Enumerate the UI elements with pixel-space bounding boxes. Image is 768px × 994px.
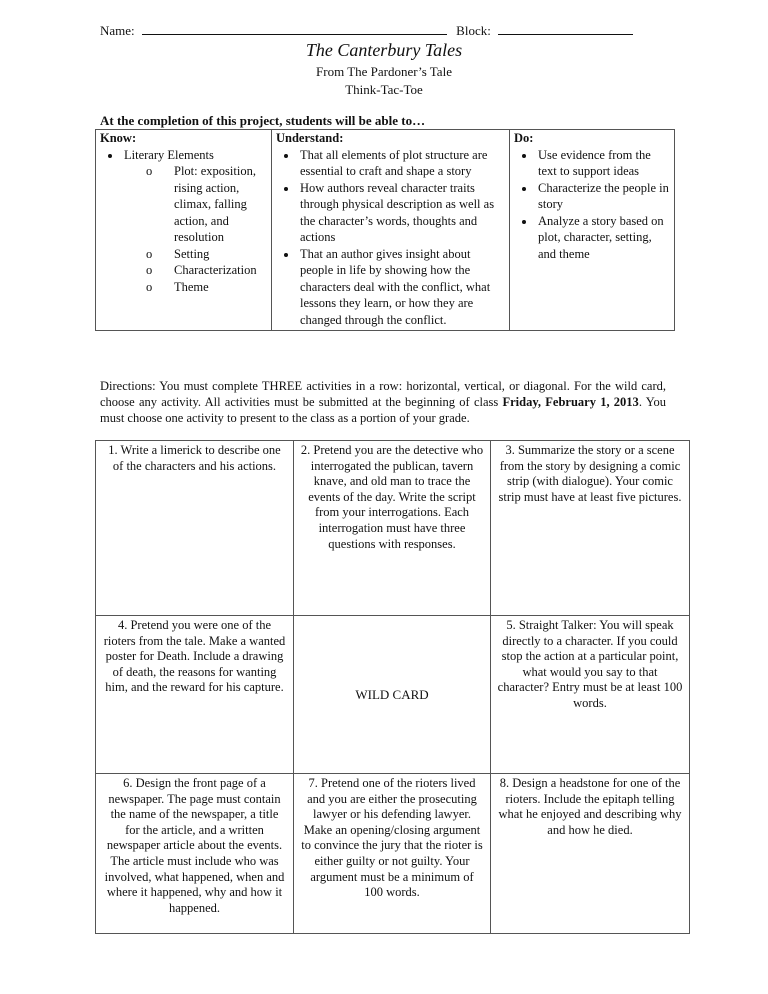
know-label: Know: [100, 131, 137, 145]
understand-label: Understand: [276, 131, 344, 145]
do-list [514, 147, 670, 263]
list-item: • That all elements of plot structure are essential to craft and shape a story [298, 147, 505, 180]
block-field[interactable] [498, 22, 633, 35]
activity-cell-8[interactable]: 8. Design a headstone for one of the rioters. Include the epitaph telling what he enjoyed and describing why and how he died. [491, 774, 690, 934]
know-column [96, 130, 272, 331]
list-item: o Plot: exposition, rising action, climax, falling action, and resolution [172, 163, 267, 246]
list-item: • Literary Elements o Plot: exposition, rising action, climax, falling action, and resolution o Setting o Characterization o Theme [122, 147, 267, 296]
do-label: Do: [514, 131, 534, 145]
list-item: • That an author gives insight about people in life by showing how the characters deal with the conflict, what lessons they learn, or how they are changed through the conflict. [298, 246, 505, 329]
do-column [510, 130, 675, 331]
wild-card-cell[interactable]: WILD CARD [294, 616, 491, 774]
directions-text-end: . You must choose one activity to present to the class as a portion of your grade. [100, 395, 666, 425]
understand-list [276, 147, 505, 329]
know-list [100, 147, 267, 296]
activity-cell-3[interactable]: 3. Summarize the story or a scene from the story by designing a comic strip (with dialogue). Your comic strip must have at least five pictures. [491, 441, 690, 616]
page-title: The Canterbury Tales [305, 40, 463, 60]
page-subtitle: From The Pardoner’s Tale [316, 64, 452, 79]
objectives-table [95, 129, 675, 331]
activity-cell-5[interactable]: 5. Straight Talker: You will speak directly to a character. If you could stop the action at a particular point, what would you say to that character? Entry must be at least 100 words. [491, 616, 690, 774]
name-block-line [100, 22, 660, 39]
list-item: o Setting [172, 246, 267, 263]
block-label: Block: [456, 23, 491, 38]
name-field[interactable] [142, 22, 447, 35]
objectives-heading: At the completion of this project, students will be able to… [100, 113, 426, 128]
directions-text: Directions: You must complete THREE activities in a row: horizontal, vertical, or diagonal. For the wild card, choose any activity. All activities must be submitted at the beginning of class [100, 379, 666, 409]
list-item: • Analyze a story based on plot, character, setting, and theme [536, 213, 670, 263]
activity-cell-6[interactable]: 6. Design the front page of a newspaper. The page must contain the name of the newspaper, a title for the article, and a written newspaper article about the events. The article must include who was involved, what happened, when and where it happened, why and how it happened. [96, 774, 294, 934]
list-item: o Characterization [172, 262, 267, 279]
activity-cell-2[interactable]: 2. Pretend you are the detective who interrogated the publican, tavern knave, and old man to trace the events of the day. Write the script from your interrogations. Each interrogation must have three questions with responses. [294, 441, 491, 616]
think-tac-toe-grid [95, 440, 690, 934]
activity-title: Think-Tac-Toe [345, 82, 423, 97]
directions-paragraph [100, 378, 666, 426]
list-item: • How authors reveal character traits through physical description as well as the character’s words, thoughts and actions [298, 180, 505, 246]
due-date: Friday, February 1, 2013 [502, 395, 639, 409]
activity-cell-4[interactable]: 4. Pretend you were one of the rioters from the tale. Make a wanted poster for Death. Include a drawing of death, the reasons for wanting him, and the reward for his capture. [96, 616, 294, 774]
name-label: Name: [100, 23, 135, 38]
activity-cell-1[interactable]: 1. Write a limerick to describe one of the characters and his actions. [96, 441, 294, 616]
know-sublist [124, 163, 267, 295]
list-item: • Use evidence from the text to support ideas [536, 147, 670, 180]
list-item: • Characterize the people in story [536, 180, 670, 213]
understand-column [272, 130, 510, 331]
list-item: o Theme [172, 279, 267, 296]
activity-cell-7[interactable]: 7. Pretend one of the rioters lived and you are either the prosecuting lawyer or his defending lawyer. Make an opening/closing argument to convince the jury that the rioter is either guilty or not guilty. Your argument must be a minimum of 100 words. [294, 774, 491, 934]
